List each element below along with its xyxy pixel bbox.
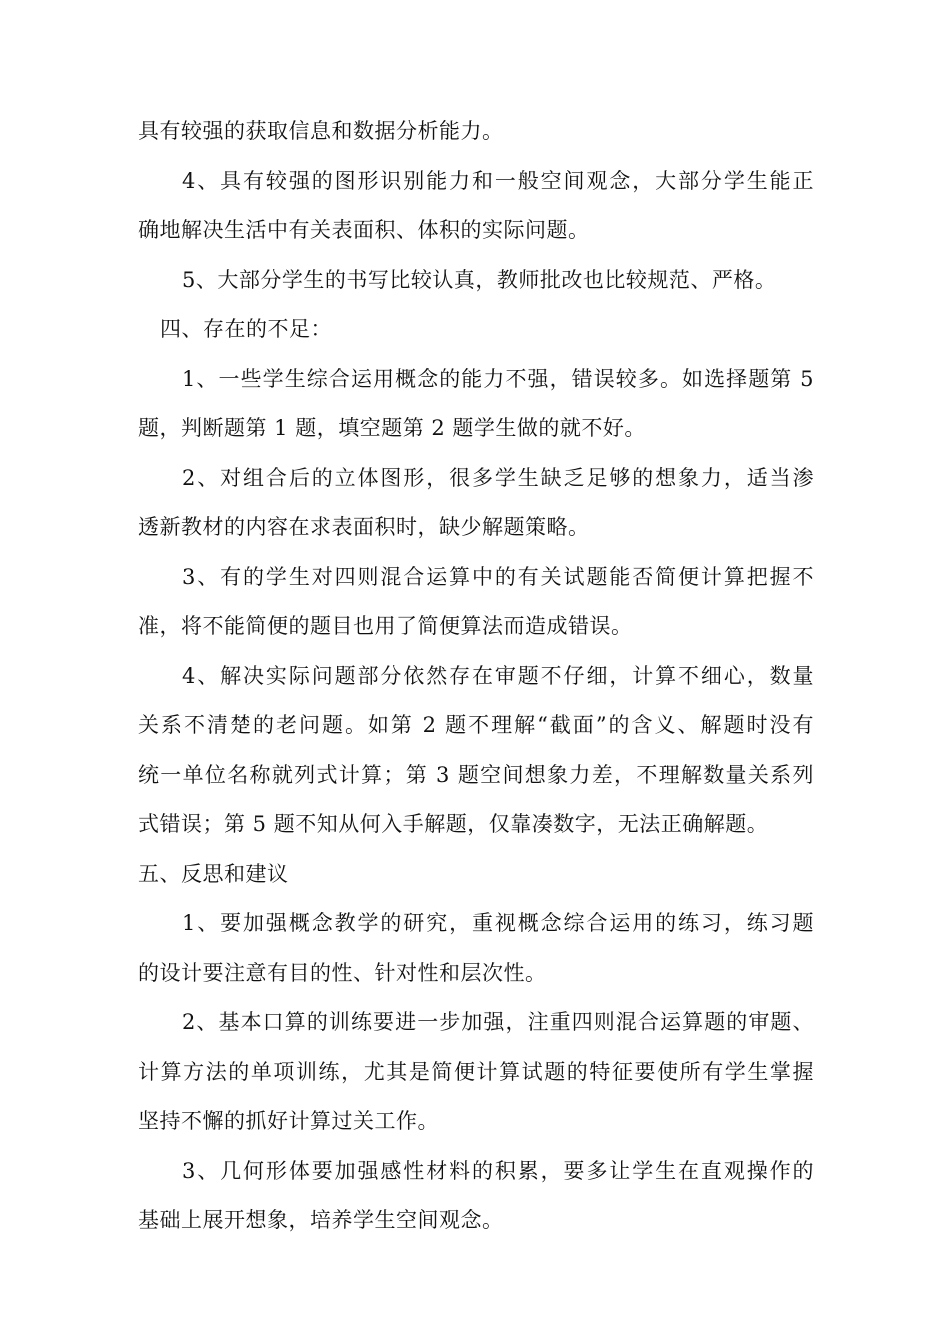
text-line: 题，判断题第 1 题，填空题第 2 题学生做的就不好。 [138,416,646,440]
text-line: 四、存在的不足： [160,317,332,341]
text-line: 统一单位名称就列式计算；第 3 题空间想象力差，不理解数量关系列 [138,762,814,787]
text-line: 2、对组合后的立体图形，很多学生缺乏足够的想象力，适当渗 [182,465,814,490]
text-line: 透新教材的内容在求表面积时，缺少解题策略。 [138,515,590,539]
text-line: 1、要加强概念教学的研究，重视概念综合运用的练习，练习题 [182,911,814,935]
text-line: 3、有的学生对四则混合运算中的有关试题能否简便计算把握不 [182,564,814,589]
text-line: 式错误；第 5 题不知从何入手解题，仅靠凑数字，无法正确解题。 [138,812,769,836]
text-line: 坚持不懈的抓好计算过关工作。 [138,1109,439,1133]
text-line: 准，将不能简便的题目也用了简便算法而造成错误。 [138,614,633,638]
text-line: 关系不清楚的老问题。如第 2 题不理解“截面”的含义、解题时没有 [138,713,814,737]
text-line: 3、几何形体要加强感性材料的积累，要多让学生在直观操作的 [182,1158,814,1183]
text-line: 的设计要注意有目的性、针对性和层次性。 [138,960,547,985]
text-line: 5、大部分学生的书写比较认真，教师批改也比较规范、严格。 [182,267,777,292]
text-line: 1、一些学生综合运用概念的能力不强，错误较多。如选择题第 5 [182,366,814,391]
text-line: 4、具有较强的图形识别能力和一般空间观念，大部分学生能正 [182,168,814,193]
text-line: 4、解决实际问题部分依然存在审题不仔细，计算不细心，数量 [182,663,814,688]
text-line: 具有较强的获取信息和数据分析能力。 [138,119,504,143]
text-line: 五、反思和建议 [138,861,289,886]
document-body [138,107,814,1246]
text-line: 确地解决生活中有关表面积、体积的实际问题。 [138,218,590,242]
text-line: 计算方法的单项训练，尤其是简便计算试题的特征要使所有学生掌握 [138,1059,814,1084]
text-line: 基础上展开想象，培养学生空间观念。 [138,1208,504,1232]
text-line: 2、基本口算的训练要进一步加强，注重四则混合运算题的审题、 [182,1010,814,1034]
